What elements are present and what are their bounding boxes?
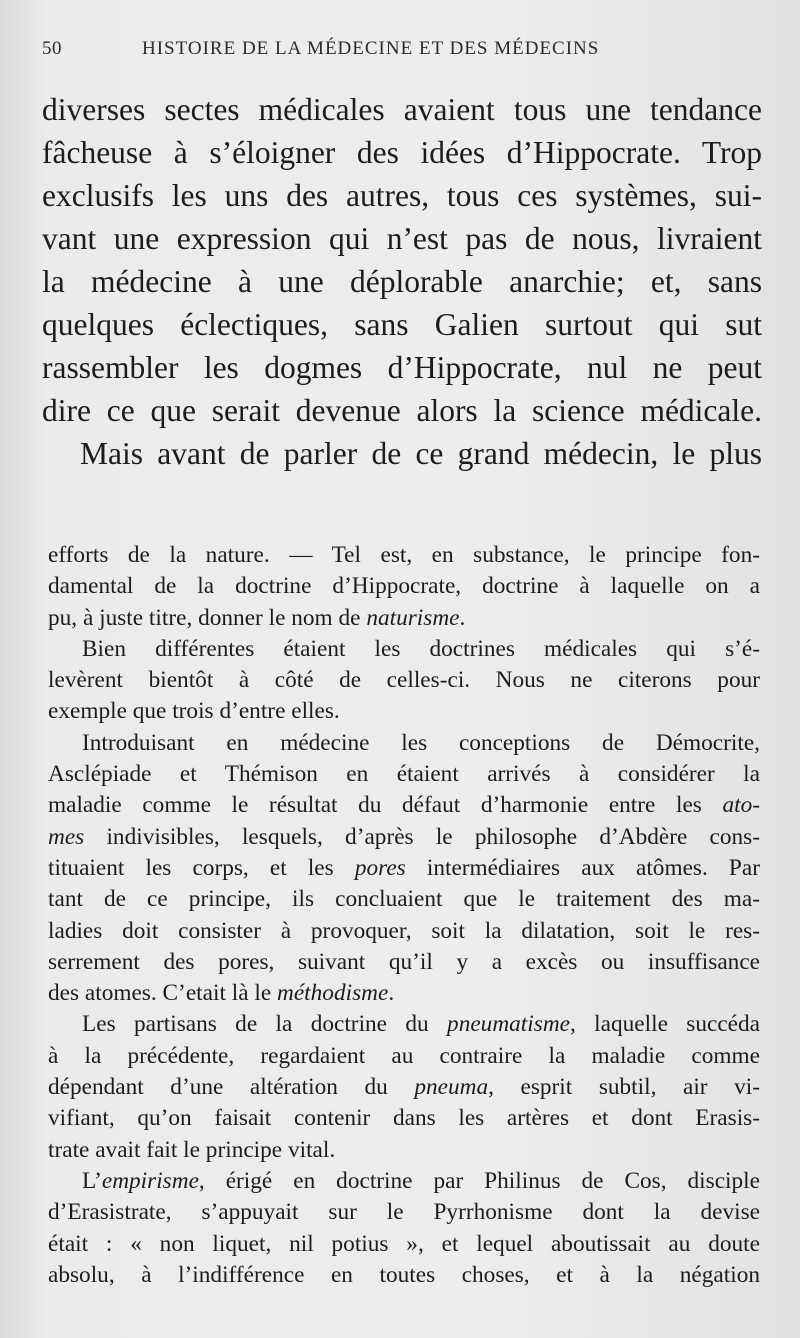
text-line: quelques éclectiques, sans Galien surtout qui sut bbox=[42, 307, 762, 342]
main-text bbox=[42, 88, 762, 475]
note-line: Les partisans de la doctrine du pneumatisme, laquelle succéda bbox=[82, 1011, 760, 1038]
running-title: HISTOIRE DE LA MÉDECINE ET DES MÉDECINS bbox=[142, 38, 600, 59]
footnote-text bbox=[42, 540, 762, 1291]
note-line: levèrent bientôt à côté de celles-ci. Nous ne citerons pour bbox=[48, 667, 760, 694]
note-line: Introduisant en médecine les conceptions de Démocrite, bbox=[82, 729, 760, 756]
note-line: d’Erasistrate, s’appuyait sur le Pyrrhonisme dont la devise bbox=[48, 1199, 760, 1226]
note-line: absolu, à l’indifférence en toutes choses, et à la négation bbox=[48, 1261, 760, 1288]
note-line: tant de ce principe, ils concluaient que le traitement des ma- bbox=[48, 886, 760, 913]
note-line: efforts de la nature. — Tel est, en substance, le principe fon- bbox=[48, 542, 760, 568]
running-header bbox=[42, 38, 762, 78]
note-line: pu, à juste titre, donner le nom de naturisme. bbox=[48, 604, 466, 631]
note-line: L’empirisme, érigé en doctrine par Philinus de Cos, disciple bbox=[82, 1167, 760, 1194]
text-line: exclusifs les uns des autres, tous ces systèmes, sui- bbox=[42, 178, 762, 213]
text-line: Mais avant de parler de ce grand médecin, le plus bbox=[80, 436, 762, 471]
note-line: à la précédente, regardaient au contraire la maladie comme bbox=[48, 1042, 760, 1069]
note-line: dépendant d’une altération du pneuma, esprit subtil, air vi- bbox=[48, 1074, 761, 1101]
note-line: Asclépiade et Thémison en étaient arrivés à considérer la bbox=[48, 761, 760, 788]
section-gap bbox=[42, 475, 762, 540]
note-line: trate avait fait le principe vital. bbox=[48, 1136, 336, 1163]
text-line: dire ce que serait devenue alors la science médicale. bbox=[42, 393, 762, 428]
note-line: Bien différentes étaient les doctrines médicales qui s’é- bbox=[82, 635, 760, 662]
note-line: mes indivisibles, lesquels, d’après le philosophe d’Abdère cons- bbox=[48, 823, 760, 850]
note-line: maladie comme le résultat du défaut d’harmonie entre les ato- bbox=[48, 792, 760, 819]
page-number: 50 bbox=[42, 38, 62, 59]
text-line: rassembler les dogmes d’Hippocrate, nul ne peut bbox=[42, 350, 762, 385]
text-line: vant une expression qui n’est pas de nous, livraient bbox=[42, 221, 762, 256]
text-line: la médecine à une déplorable anarchie; et, sans bbox=[42, 264, 762, 299]
note-line: serrement des pores, suivant qu’il y a excès ou insuffisance bbox=[48, 948, 760, 975]
text-line: diverses sectes médicales avaient tous une tendance bbox=[42, 92, 762, 127]
note-line: exemple que trois d’entre elles. bbox=[48, 698, 340, 725]
note-line: était : « non liquet, nil potius », et lequel aboutissait au doute bbox=[48, 1230, 760, 1257]
note-line: ladies doit consister à provoquer, soit la dilatation, soit le res- bbox=[48, 917, 760, 944]
note-line: vifiant, qu’on faisait contenir dans les artères et dont Erasis- bbox=[48, 1105, 760, 1132]
note-line: des atomes. C’etait là le méthodisme. bbox=[48, 980, 395, 1007]
text-line: fâcheuse à s’éloigner des idées d’Hippocrate. Trop bbox=[42, 135, 762, 170]
note-line: tituaient les corps, et les pores intermédiaires aux atômes. Par bbox=[48, 854, 760, 881]
note-line: damental de la doctrine d’Hippocrate, doctrine à laquelle on a bbox=[48, 573, 760, 600]
